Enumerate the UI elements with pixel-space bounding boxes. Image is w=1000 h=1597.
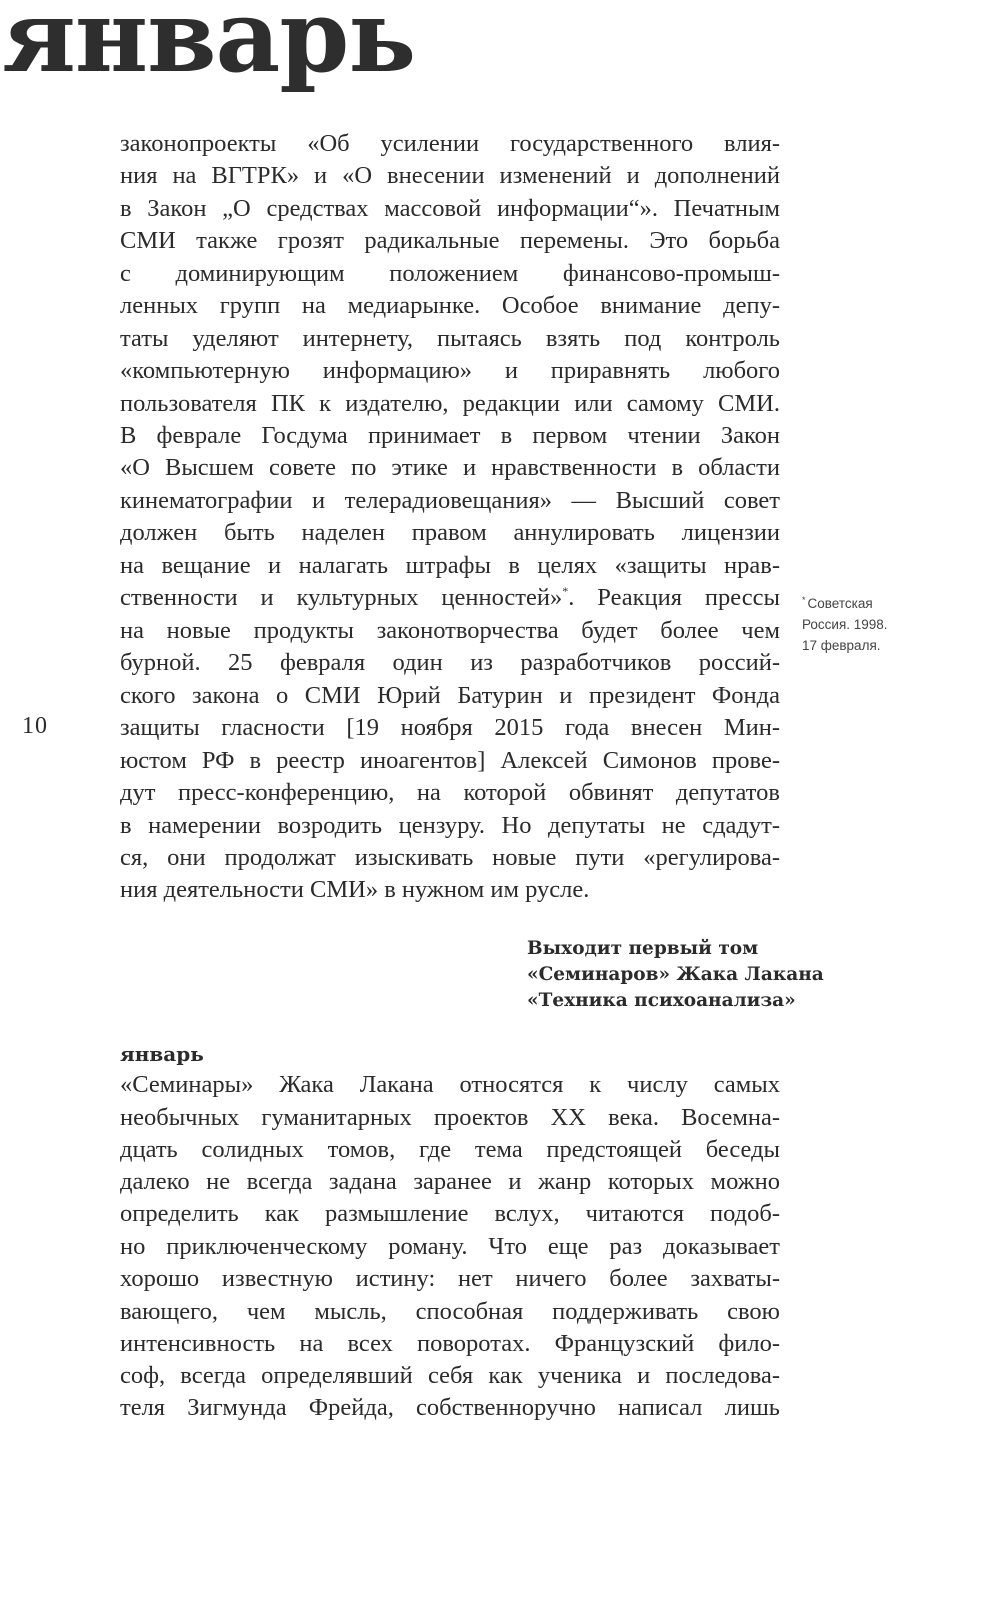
article-2-line: но приключенческому роману. Что еще раз доказывает [120, 1233, 780, 1260]
footnote-line: 17 февраля. [802, 638, 881, 653]
article-2-line: определить как размышление вслух, читаются подоб- [120, 1200, 780, 1227]
running-head: январь [2, 0, 416, 95]
article-1-line: в намерении возродить цензуру. Но депутаты не сдадут- [120, 812, 780, 839]
article-1-line: ния на ВГТРК» и «О внесении изменений и дополнений [120, 162, 780, 189]
article-1-line: ского закона о СМИ Юрий Батурин и президент Фонда [120, 682, 780, 709]
footnote-text: Советская [807, 596, 873, 611]
footnote-line [802, 593, 922, 616]
sub-heading-line: «Техника психоанализа» [527, 990, 796, 1011]
article-1-line: юстом РФ в реестр иноагентов] Алексей Симонов прове- [120, 747, 780, 774]
article-1-line-head: ственности и культурных ценностей» [120, 584, 563, 611]
article-1-line: пользователя ПК к издателю, редакции или самому СМИ. [120, 390, 780, 417]
article-1-line: в Закон „О средствах массовой информации“». Печатным [120, 195, 780, 222]
page-number: 10 [22, 713, 48, 739]
article-1-line: дут пресс-конференцию, на которой обвинят депутатов [120, 779, 780, 806]
footnote-marker: * [802, 595, 806, 605]
article-1-line: ния деятельности СМИ» в нужном им русле. [120, 876, 590, 903]
article-1-line: должен быть наделен правом аннулировать лицензии [120, 519, 780, 546]
article-2-line: хорошо известную истину: нет ничего более захваты- [120, 1265, 780, 1292]
article-1-line: ленных групп на медиарынке. Особое внимание депу- [120, 292, 780, 319]
article-2-line: далеко не всегда задана заранее и жанр которых можно [120, 1168, 780, 1195]
article-1-line: ся, они продолжат изыскивать новые пути «регулирова- [120, 844, 780, 871]
article-1-line-with-footnote-ref [120, 582, 780, 614]
article-1-line: «О Высшем совете по этике и нравственности в области [120, 454, 780, 481]
footnote-line: Россия. 1998. [802, 617, 888, 632]
article-2-line: теля Зигмунда Фрейда, собственноручно написал лишь [120, 1394, 780, 1421]
article-1-line: законопроекты «Об усилении государственного влия- [120, 130, 780, 157]
article-2-line: «Семинары» Жака Лакана относятся к числу самых [120, 1071, 780, 1098]
article-1-line: таты уделяют интернету, пытаясь взять под контроль [120, 325, 780, 352]
article-1-line: «компьютерную информацию» и приравнять любого [120, 357, 780, 384]
article-2-line: дцать солидных томов, где тема предстоящей беседы [120, 1136, 780, 1163]
article-2-line: вающего, чем мысль, способная поддерживать свою [120, 1298, 780, 1325]
article-2-line: соф, всегда определявший себя как ученика и последова- [120, 1362, 780, 1389]
article-2-line: интенсивность на всех поворотах. Французский фило- [120, 1330, 780, 1357]
article-1-line: бурной. 25 февраля один из разработчиков россий- [120, 649, 780, 676]
section-label: январь [120, 1042, 204, 1066]
article-1-line: защиты гласности [19 ноября 2015 года внесен Мин- [120, 714, 780, 741]
article-1-line: на новые продукты законотворчества будет более чем [120, 617, 780, 644]
article-1-line-tail: . Реакция прессы [568, 584, 780, 611]
article-1-line: В феврале Госдума принимает в первом чтении Закон [120, 422, 780, 449]
footnote-reference: * [562, 584, 569, 598]
article-2-line: необычных гуманитарных проектов XX века. Восемна- [120, 1104, 780, 1131]
sub-heading-line: Выходит первый том [527, 938, 759, 959]
article-1-line: с доминирующим положением финансово-промыш- [120, 260, 780, 287]
article-1-line: СМИ также грозят радикальные перемены. Это борьба [120, 227, 780, 254]
article-1-line: кинематографии и телерадиовещания» — Высший совет [120, 487, 780, 514]
article-1-line: на вещание и налагать штрафы в целях «защиты нрав- [120, 552, 780, 579]
sub-heading-line: «Семинаров» Жака Лакана [527, 964, 824, 985]
